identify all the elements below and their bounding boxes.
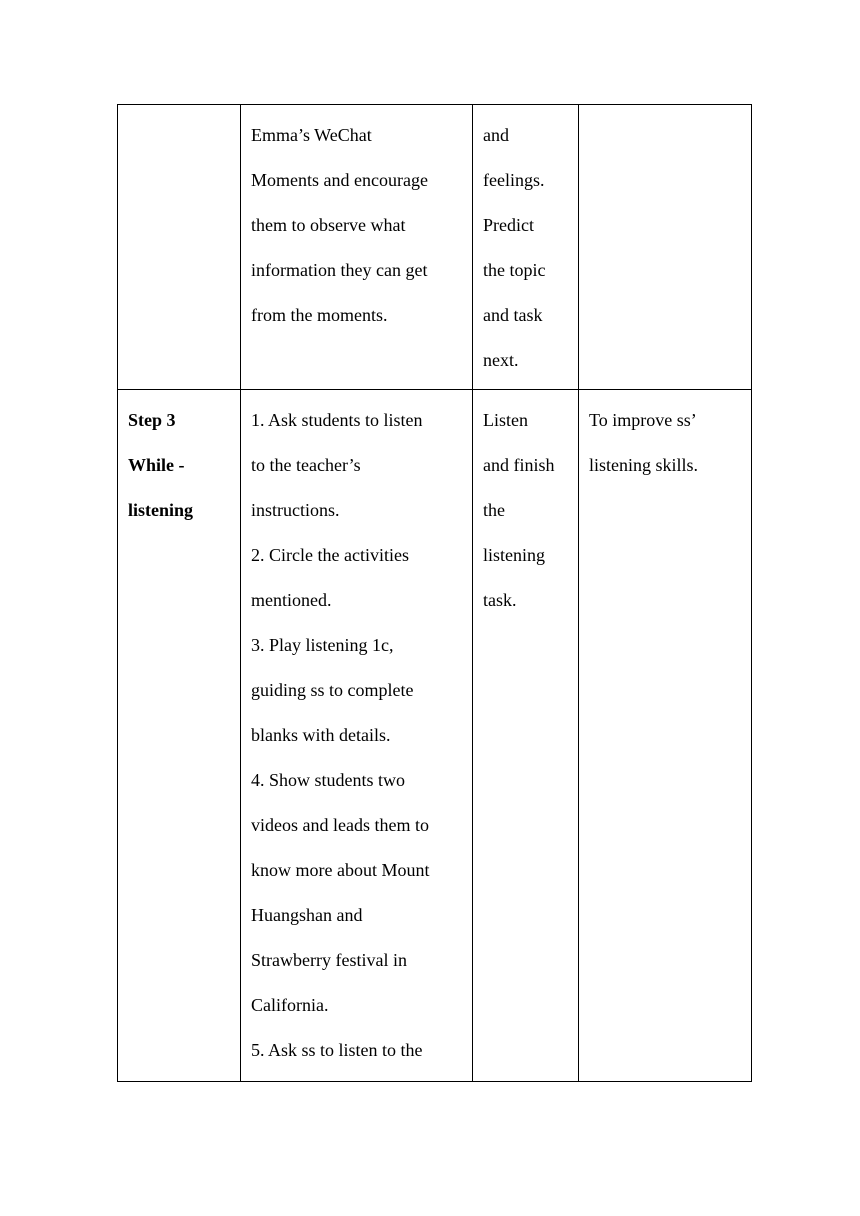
text-line: 4. Show students two bbox=[251, 770, 406, 790]
text-line: and finish bbox=[483, 455, 555, 475]
step-label-line: Step 3 bbox=[128, 410, 176, 430]
teacher-activity-cell bbox=[241, 105, 473, 390]
text-line: the bbox=[483, 500, 505, 520]
text-line: from the moments. bbox=[251, 305, 388, 325]
purpose-cell bbox=[579, 390, 752, 1082]
text-line: Strawberry festival in bbox=[251, 950, 407, 970]
text-line: California. bbox=[251, 995, 329, 1015]
step-cell bbox=[118, 105, 241, 390]
text-line: next. bbox=[483, 350, 519, 370]
student-activity-cell bbox=[473, 390, 579, 1082]
text-line: know more about Mount bbox=[251, 860, 430, 880]
text-line: the topic bbox=[483, 260, 546, 280]
text-line: 5. Ask ss to listen to the bbox=[251, 1040, 423, 1060]
text-line: blanks with details. bbox=[251, 725, 391, 745]
text-line: To improve ss’ bbox=[589, 410, 697, 430]
table-row bbox=[118, 105, 752, 390]
text-line: and task bbox=[483, 305, 543, 325]
text-line: Predict bbox=[483, 215, 534, 235]
text-line: 3. Play listening 1c, bbox=[251, 635, 394, 655]
text-line: and bbox=[483, 125, 509, 145]
purpose-cell bbox=[579, 105, 752, 390]
teacher-activity-cell bbox=[241, 390, 473, 1082]
text-line: guiding ss to complete bbox=[251, 680, 414, 700]
student-activity-cell bbox=[473, 105, 579, 390]
text-line: 1. Ask students to listen bbox=[251, 410, 423, 430]
step-label-line: While - bbox=[128, 455, 185, 475]
text-line: to the teacher’s bbox=[251, 455, 361, 475]
lesson-plan-table bbox=[117, 104, 752, 1082]
table-row bbox=[118, 390, 752, 1082]
step-label-line: listening bbox=[128, 500, 194, 520]
text-line: Emma’s WeChat bbox=[251, 125, 372, 145]
text-line: mentioned. bbox=[251, 590, 332, 610]
text-line: them to observe what bbox=[251, 215, 406, 235]
text-line: 2. Circle the activities bbox=[251, 545, 409, 565]
step-cell bbox=[118, 390, 241, 1082]
text-line: Listen bbox=[483, 410, 528, 430]
text-line: instructions. bbox=[251, 500, 340, 520]
text-line: listening skills. bbox=[589, 455, 699, 475]
text-line: feelings. bbox=[483, 170, 545, 190]
text-line: Huangshan and bbox=[251, 905, 363, 925]
text-line: Moments and encourage bbox=[251, 170, 428, 190]
text-line: listening bbox=[483, 545, 545, 565]
text-line: videos and leads them to bbox=[251, 815, 429, 835]
text-line: task. bbox=[483, 590, 517, 610]
text-line: information they can get bbox=[251, 260, 428, 280]
